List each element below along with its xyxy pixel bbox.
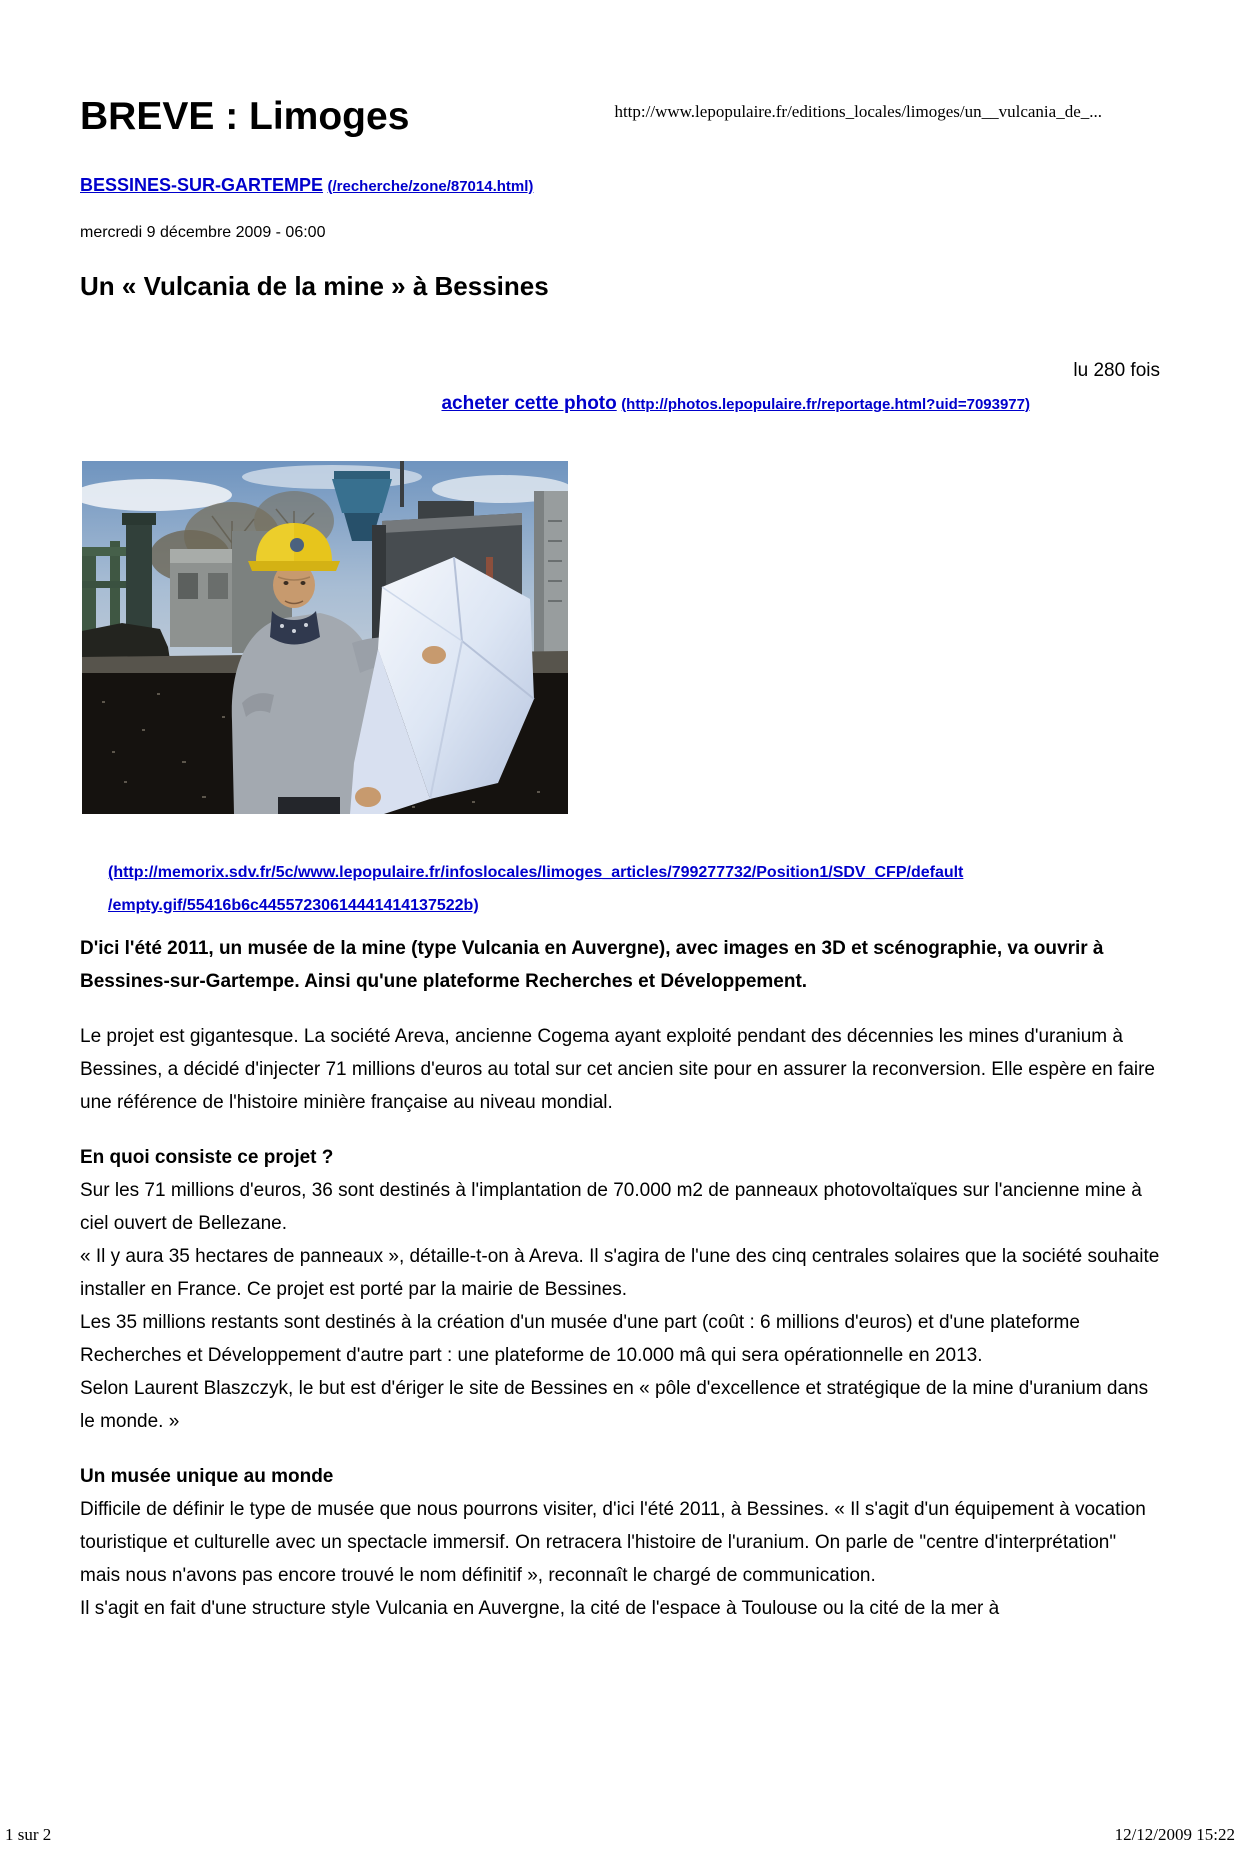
page-title: BREVE : Limoges bbox=[80, 95, 410, 138]
memorix-link-line2[interactable]: /empty.gif/55416b6c44557230614441414137522b) bbox=[108, 896, 479, 914]
zone-link[interactable]: BESSINES-SUR-GARTEMPE bbox=[80, 174, 324, 195]
paragraph: Il s'agit en fait d'une structure style Vulcania en Auvergne, la cité de l'espace à Toulouse ou la cité de la mer à bbox=[80, 1597, 1000, 1619]
memorix-link bbox=[108, 856, 1160, 922]
paragraph: Sur les 71 millions d'euros, 36 sont destinés à l'implantation de 70.000 m2 de panneaux photovoltaïques sur l'ancienne mine à ciel ouvert de Bellezane. bbox=[80, 1179, 1142, 1234]
footer-timestamp: 12/12/2009 15:22 bbox=[1114, 1825, 1235, 1844]
paragraph: Le projet est gigantesque. La société Areva, ancienne Cogema ayant exploité pendant des décennies les mines d'uranium à Bessines, a décidé d'injecter 71 millions d'euros au total sur cet ancien site pour en assurer la reconversion. Elle espère en faire une référence de l'histoire minière française au niveau mondial. bbox=[80, 1025, 1156, 1113]
read-count: lu 280 fois bbox=[1073, 359, 1160, 381]
print-header-url: http://www.lepopulaire.fr/editions_locales/limoges/un__vulcania_de_... bbox=[614, 102, 1102, 121]
print-footer bbox=[0, 1825, 1240, 1845]
buy-photo-link[interactable]: acheter cette photo bbox=[441, 392, 617, 414]
paragraph: Selon Laurent Blaszczyk, le but est d'ériger le site de Bessines en « pôle d'excellence et stratégique de la mine d'uranium dans le monde. » bbox=[80, 1377, 1149, 1432]
section-project bbox=[80, 1141, 1160, 1438]
article bbox=[0, 96, 1240, 1625]
paragraph: Les 35 millions restants sont destinés à la création d'un musée d'une part (coût : 6 millions d'euros) et d'une plateforme Recherches et Développement d'autre part : une plateforme de 10.000 mâ qui sera opérationnelle en 2013. bbox=[80, 1311, 1080, 1366]
zone-link-line bbox=[80, 175, 1160, 196]
section-heading: Un musée unique au monde bbox=[80, 1465, 334, 1487]
footer-page-number: 1 sur 2 bbox=[5, 1825, 52, 1844]
buy-photo-line bbox=[80, 387, 1160, 421]
paragraph: Difficile de définir le type de musée que nous pourrons visiter, d'ici l'été 2011, à Bessines. « Il s'agit d'un équipement à vocation touristique et culturelle avec un spectacle immersif. On retracera l'histoire de l'uranium. On parle de "centre d'interprétation" mais nous n'avons pas encore trouvé le nom définitif », reconnaît le chargé de communication. bbox=[80, 1498, 1146, 1586]
section-museum bbox=[80, 1460, 1160, 1625]
paragraph: « Il y aura 35 hectares de panneaux », détaille-t-on à Areva. Il s'agira de l'une des cinq centrales solaires que la société souhaite installer en France. Ce projet est porté par la mairie de Bessines. bbox=[80, 1245, 1160, 1300]
construction-site-photo bbox=[82, 461, 568, 814]
section-heading: En quoi consiste ce projet ? bbox=[80, 1146, 334, 1168]
memorix-link-line1[interactable]: (http://memorix.sdv.fr/5c/www.lepopulaire.fr/infoslocales/limoges_articles/799277732/Position1/SDV_CFP/default bbox=[108, 863, 964, 881]
zone-link-url[interactable]: (/recherche/zone/87014.html) bbox=[327, 177, 534, 195]
buy-photo-url[interactable]: (http://photos.lepopulaire.fr/reportage.html?uid=7093977) bbox=[621, 395, 1030, 413]
article-headline: Un « Vulcania de la mine » à Bessines bbox=[80, 270, 549, 301]
article-photo bbox=[82, 461, 568, 814]
publish-date: mercredi 9 décembre 2009 - 06:00 bbox=[80, 223, 326, 241]
article-intro: D'ici l'été 2011, un musée de la mine (type Vulcania en Auvergne), avec images en 3D et scénographie, va ouvrir à Bessines-sur-Gartempe. Ainsi qu'une plateforme Recherches et Développement. bbox=[80, 937, 1104, 992]
